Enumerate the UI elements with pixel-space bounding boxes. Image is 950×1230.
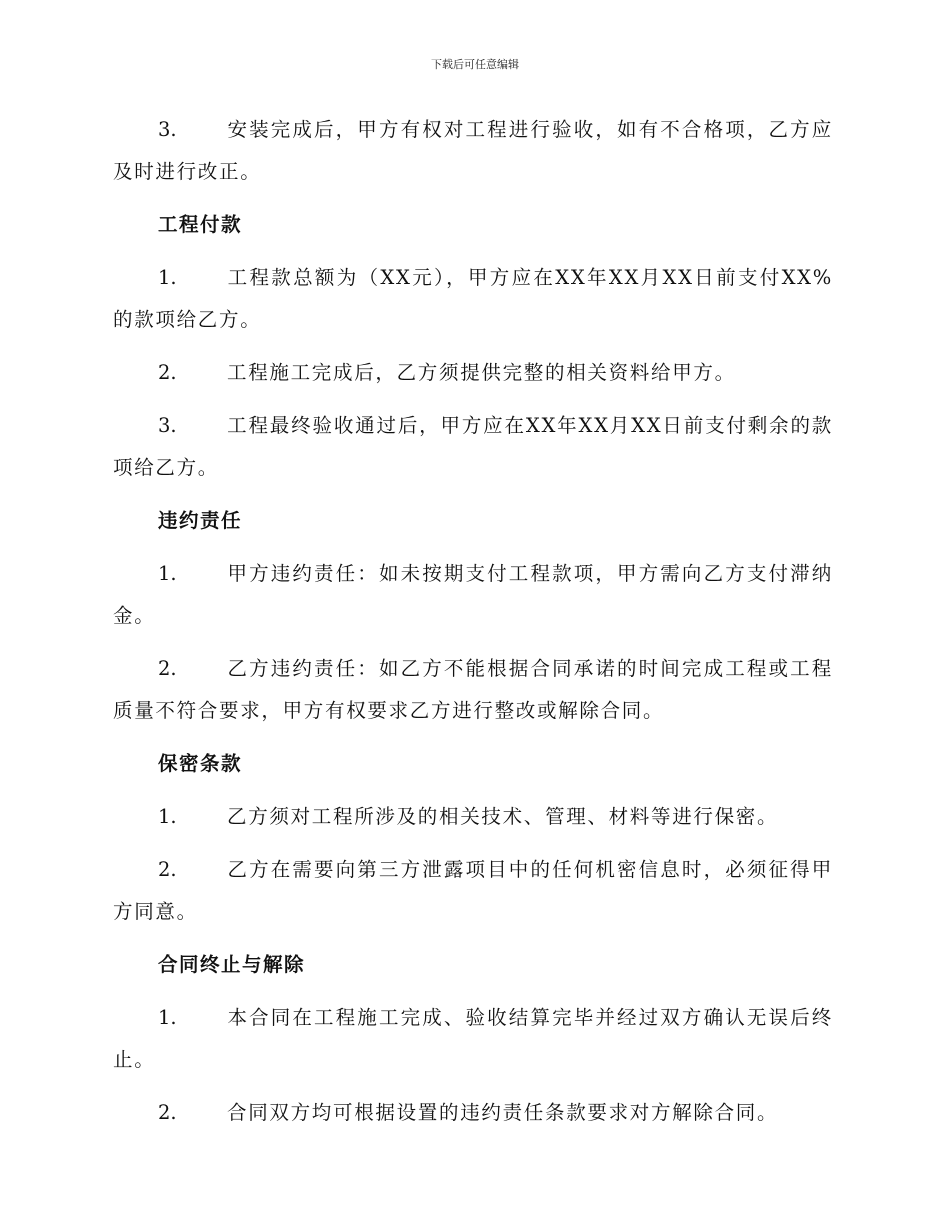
clause-text: 工程最终验收通过后，甲方应在XX年XX月XX日前支付剩余的款项给乙方。: [113, 414, 833, 479]
clause-termination-2: [113, 1092, 833, 1134]
clause-number: 1.: [158, 805, 177, 828]
clause-text: 安装完成后，甲方有权对工程进行验收，如有不合格项，乙方应及时进行改正。: [113, 118, 833, 183]
clause-text: 工程施工完成后，乙方须提供完整的相关资料给甲方。: [227, 361, 736, 384]
document-body: [113, 109, 833, 1145]
clause-text: 本合同在工程施工完成、验收结算完毕并经过双方确认无误后终止。: [113, 1006, 833, 1071]
clause-text: 合同双方均可根据设置的违约责任条款要求对方解除合同。: [227, 1101, 779, 1124]
clause-number: 2.: [158, 858, 177, 881]
section-heading-payment: 工程付款: [158, 213, 243, 236]
clause-text: 乙方违约责任：如乙方不能根据合同承诺的时间完成工程或工程质量不符合要求，甲方有权要求乙方进行整改或解除合同。: [113, 657, 833, 722]
clause-breach-2: [113, 648, 833, 732]
clause-number: 1.: [158, 1006, 177, 1029]
section-heading-breach: 违约责任: [158, 509, 243, 532]
clause-inspection-3: [113, 109, 833, 193]
clause-payment-3: [113, 405, 833, 489]
clause-number: 1.: [158, 266, 177, 289]
clause-text: 乙方在需要向第三方泄露项目中的任何机密信息时，必须征得甲方同意。: [113, 858, 833, 923]
clause-breach-1: [113, 553, 833, 637]
clause-number: 1.: [158, 562, 177, 585]
clause-termination-1: [113, 997, 833, 1081]
clause-number: 2.: [158, 657, 177, 680]
clause-number: 2.: [158, 1101, 177, 1124]
clause-text: 工程款总额为（XX元），甲方应在XX年XX月XX日前支付XX%的款项给乙方。: [113, 266, 833, 331]
clause-confidentiality-1: [113, 796, 833, 838]
section-heading-confidentiality: 保密条款: [158, 752, 243, 775]
clause-number: 3.: [158, 118, 177, 141]
clause-text: 乙方须对工程所涉及的相关技术、管理、材料等进行保密。: [227, 805, 779, 828]
clause-text: 甲方违约责任：如未按期支付工程款项，甲方需向乙方支付滞纳金。: [113, 562, 833, 627]
page-header-note: 下载后可任意编辑: [431, 58, 519, 71]
clause-number: 3.: [158, 414, 177, 437]
clause-number: 2.: [158, 361, 177, 384]
clause-payment-1: [113, 257, 833, 341]
section-heading-termination: 合同终止与解除: [158, 953, 306, 976]
clause-payment-2: [113, 352, 833, 394]
clause-confidentiality-2: [113, 849, 833, 933]
